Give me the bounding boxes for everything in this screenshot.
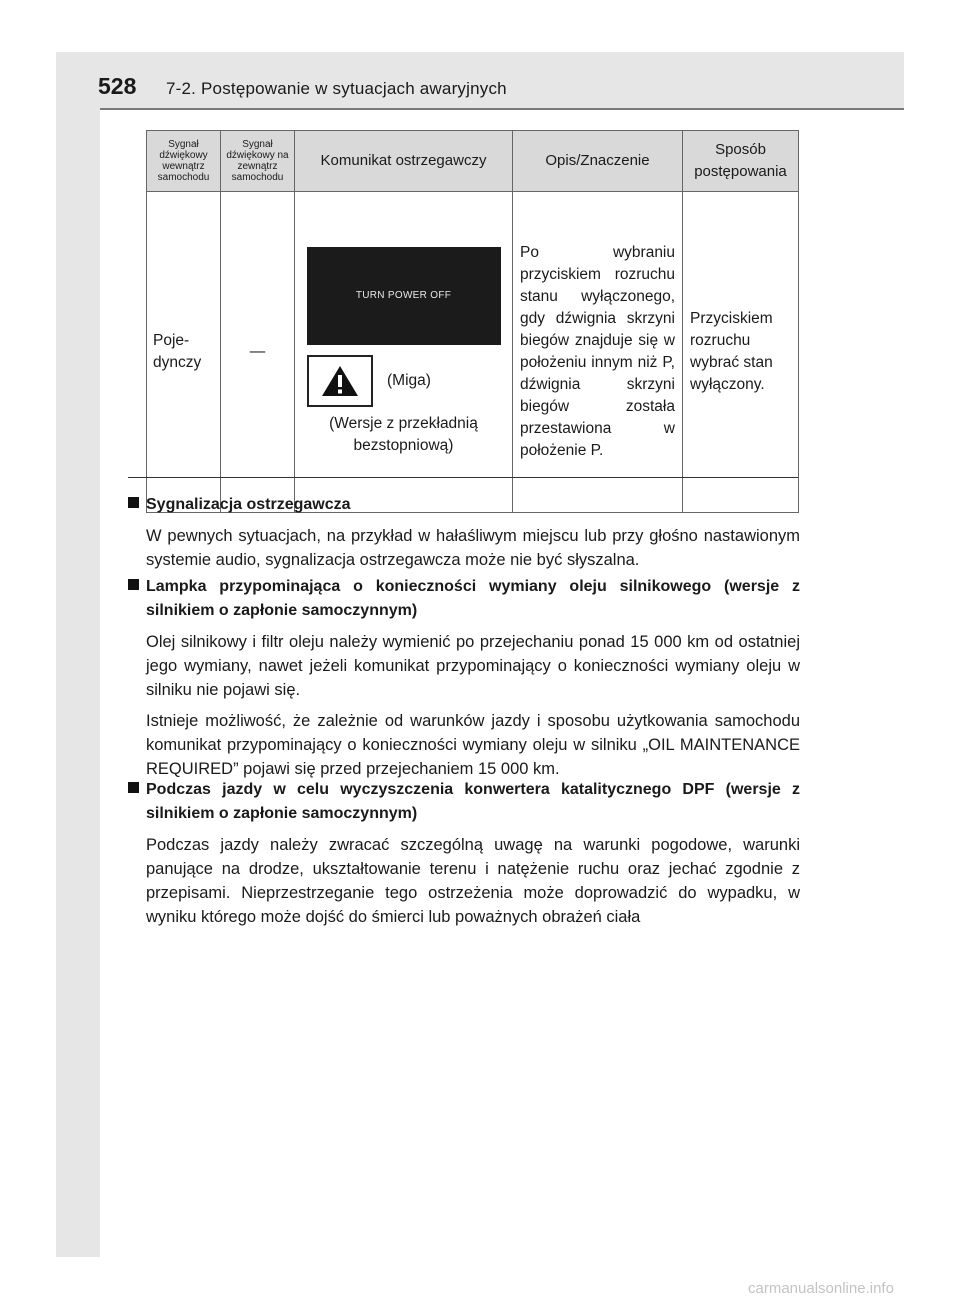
header-rule — [100, 108, 904, 110]
variant-note: (Wersje z przekładnią bezstopniową) — [329, 415, 478, 454]
section-separator — [128, 477, 798, 478]
blink-row — [305, 355, 502, 407]
header-warning-message: Komunikat ostrzegawczy — [295, 131, 513, 192]
warning-table — [146, 130, 799, 513]
page-number: 528 — [98, 73, 137, 99]
table-header-row — [147, 131, 799, 192]
section-paragraph: W pewnych sytuacjach, na przykład w hałaśliwym miejscu lub przy głośno nastawionym systemie audio, sygnalizacja ostrzegawcza może nie być słyszalna. — [146, 527, 800, 569]
section-item — [128, 778, 800, 929]
section-paragraph: Istnieje możliwość, że zależnie od warunków jazdy i sposobu użytkowania samochodu komunikat przypominający o konieczności wymiany oleju w silniku „OIL MAINTENANCE REQUIRED” pojawi się przed przejechaniem 15 000 km. — [146, 712, 800, 778]
blink-label: (Miga) — [387, 372, 431, 389]
header-action: Sposób postępowania — [683, 131, 799, 192]
display-text: TURN POWER OFF — [355, 290, 452, 301]
section-heading: Podczas jazdy w celu wyczyszczenia konwertera katalitycznego DPF (wersje z silnikiem o zapłonie samoczynnym) — [146, 781, 800, 822]
section-item — [128, 575, 800, 781]
table-row — [147, 192, 799, 513]
section-heading: Lampka przypominająca o konieczności wymiany oleju silnikowego (wersje z silnikiem o zapłonie samoczynnym) — [146, 578, 800, 619]
warning-triangle-icon — [307, 355, 373, 407]
details-text: Po wybraniu przyciskiem rozruchu stanu wyłączonego, gdy dźwignia skrzyni biegów znajduje się w położeniu innym niż P, dźwignia skrzyni biegów została przestawiona w położenie P. — [520, 244, 675, 459]
cell-external-buzzer: — — [221, 192, 295, 513]
cell-internal-buzzer: Poje-dynczy — [147, 192, 221, 513]
header-details: Opis/Znaczenie — [513, 131, 683, 192]
watermark: carmanualsonline.info — [748, 1280, 894, 1297]
cell-action: Przyciskiem rozruchu wybrać stan wyłączony. — [683, 192, 799, 513]
section-item — [128, 493, 800, 572]
side-strip — [56, 52, 100, 1257]
bullet-square — [128, 497, 139, 508]
header-external-buzzer: Sygnał dźwiękowy na zewnątrz samochodu — [221, 131, 295, 192]
cell-warning-message — [295, 192, 513, 513]
section-paragraph: Podczas jazdy należy zwracać szczególną uwagę na warunki pogodowe, warunki panujące na drodze, ukształtowanie terenu i natężenie ruchu oraz jechać zgodnie z przepisami. Nieprzestrzeganie tego ostrzeżenia może doprowadzić do wypadku, w wyniku którego może dojść do śmierci lub poważnych obrażeń ciała — [146, 836, 800, 926]
cell-details — [513, 192, 683, 513]
section-paragraph: Olej silnikowy i filtr oleju należy wymienić po przejechaniu ponad 15 000 km od ostatniej jego wymiany, nawet jeżeli komunikat przypominający o konieczności wymiany oleju w silniku nie pojawi się. — [146, 633, 800, 699]
display-screen — [307, 247, 501, 345]
section-title: 7-2. Postępowanie w sytuacjach awaryjnych — [166, 79, 507, 98]
bullet-square — [128, 579, 139, 590]
bullet-square — [128, 782, 139, 793]
header-internal-buzzer: Sygnał dźwiękowy wewnątrz samochodu — [147, 131, 221, 192]
section-heading: Sygnalizacja ostrzegawcza — [146, 496, 351, 513]
